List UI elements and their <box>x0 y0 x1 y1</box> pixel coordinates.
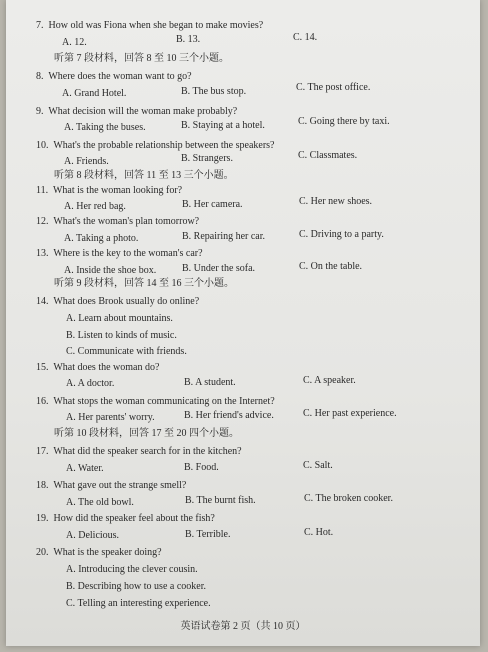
q16-option-b: B. Her friend's advice. <box>184 410 274 421</box>
question-9: 9. What decision will the woman make probably? <box>36 106 238 117</box>
section-note-8: 听第 8 段材料，回答 11 至 13 三个小题。 <box>54 170 234 181</box>
q12-option-a: A. Taking a photo. <box>64 233 139 244</box>
q17-option-b: B. Food. <box>184 462 219 473</box>
exam-content <box>6 0 480 646</box>
q19-option-c: C. Hot. <box>304 527 334 538</box>
question-14: 14. What does Brook usually do online? <box>36 296 200 307</box>
question-18: 18. What gave out the strange smell? <box>36 480 187 491</box>
q18-option-b: B. The burnt fish. <box>185 495 256 506</box>
q20-option-c: C. Telling an interesting experience. <box>66 598 211 609</box>
question-20: 20. What is the speaker doing? <box>36 547 162 558</box>
q9-option-a: A. Taking the buses. <box>64 122 146 133</box>
q15-option-c: C. A speaker. <box>303 375 356 386</box>
q20-option-a: A. Introducing the clever cousin. <box>66 564 198 575</box>
q12-option-c: C. Driving to a party. <box>299 229 384 240</box>
question-17: 17. What did the speaker search for in the kitchen? <box>36 446 242 457</box>
q17-option-c: C. Salt. <box>303 460 333 471</box>
exam-paper <box>6 0 480 646</box>
q12-option-b: B. Repairing her car. <box>182 231 266 242</box>
question-10: 10. What's the probable relationship between the speakers? <box>36 140 275 151</box>
q9-option-b: B. Staying at a hotel. <box>181 120 265 131</box>
q18-option-c: C. The broken cooker. <box>304 493 393 504</box>
question-19: 19. How did the speaker feel about the fish? <box>36 513 215 524</box>
section-note-7: 听第 7 段材料，回答 8 至 10 三个小题。 <box>54 53 229 64</box>
section-note-10: 听第 10 段材料，回答 17 至 20 四个小题。 <box>54 428 239 439</box>
question-7: 7. How old was Fiona when she began to make movies? <box>36 20 264 31</box>
q10-option-b: B. Strangers. <box>181 153 233 164</box>
q16-option-a: A. Her parents' worry. <box>66 412 155 423</box>
q7-option-b: B. 13. <box>176 34 201 45</box>
q10-option-a: A. Friends. <box>64 156 109 167</box>
q8-option-b: B. The bus stop. <box>181 86 247 97</box>
q13-option-c: C. On the table. <box>299 261 363 272</box>
question-16: 16. What stops the woman communicating on the Internet? <box>36 396 275 407</box>
q17-option-a: A. Water. <box>66 463 104 474</box>
q20-option-b: B. Describing how to use a cooker. <box>66 581 206 592</box>
question-11: 11. What is the woman looking for? <box>36 185 183 196</box>
q19-option-a: A. Delicious. <box>66 530 120 541</box>
page-footer: 英语试卷第 2 页（共 10 页） <box>180 621 306 632</box>
section-note-9: 听第 9 段材料，回答 14 至 16 三个小题。 <box>54 278 234 289</box>
q11-option-c: C. Her new shoes. <box>299 196 373 207</box>
q16-option-c: C. Her past experience. <box>303 408 397 419</box>
question-13: 13. Where is the key to the woman's car? <box>36 248 203 259</box>
q13-option-b: B. Under the sofa. <box>182 263 256 274</box>
q14-option-c: C. Communicate with friends. <box>66 346 187 357</box>
q14-option-b: B. Listen to kinds of music. <box>66 330 177 341</box>
q7-option-a: A. 12. <box>62 37 87 48</box>
q10-option-c: C. Classmates. <box>298 150 358 161</box>
question-12: 12. What's the woman's plan tomorrow? <box>36 216 200 227</box>
q15-option-b: B. A student. <box>184 377 236 388</box>
q8-option-a: A. Grand Hotel. <box>62 88 127 99</box>
q18-option-a: A. The old bowl. <box>66 497 134 508</box>
q11-option-a: A. Her red bag. <box>64 201 126 212</box>
q8-option-c: C. The post office. <box>296 82 371 93</box>
question-15: 15. What does the woman do? <box>36 362 160 373</box>
q9-option-c: C. Going there by taxi. <box>298 116 390 127</box>
question-8: 8. Where does the woman want to go? <box>36 71 192 82</box>
q13-option-a: A. Inside the shoe box. <box>64 265 157 276</box>
q19-option-b: B. Terrible. <box>185 529 231 540</box>
q11-option-b: B. Her camera. <box>182 199 243 210</box>
q14-option-a: A. Learn about mountains. <box>66 313 173 324</box>
q7-option-c: C. 14. <box>293 32 318 43</box>
q15-option-a: A. A doctor. <box>66 378 115 389</box>
